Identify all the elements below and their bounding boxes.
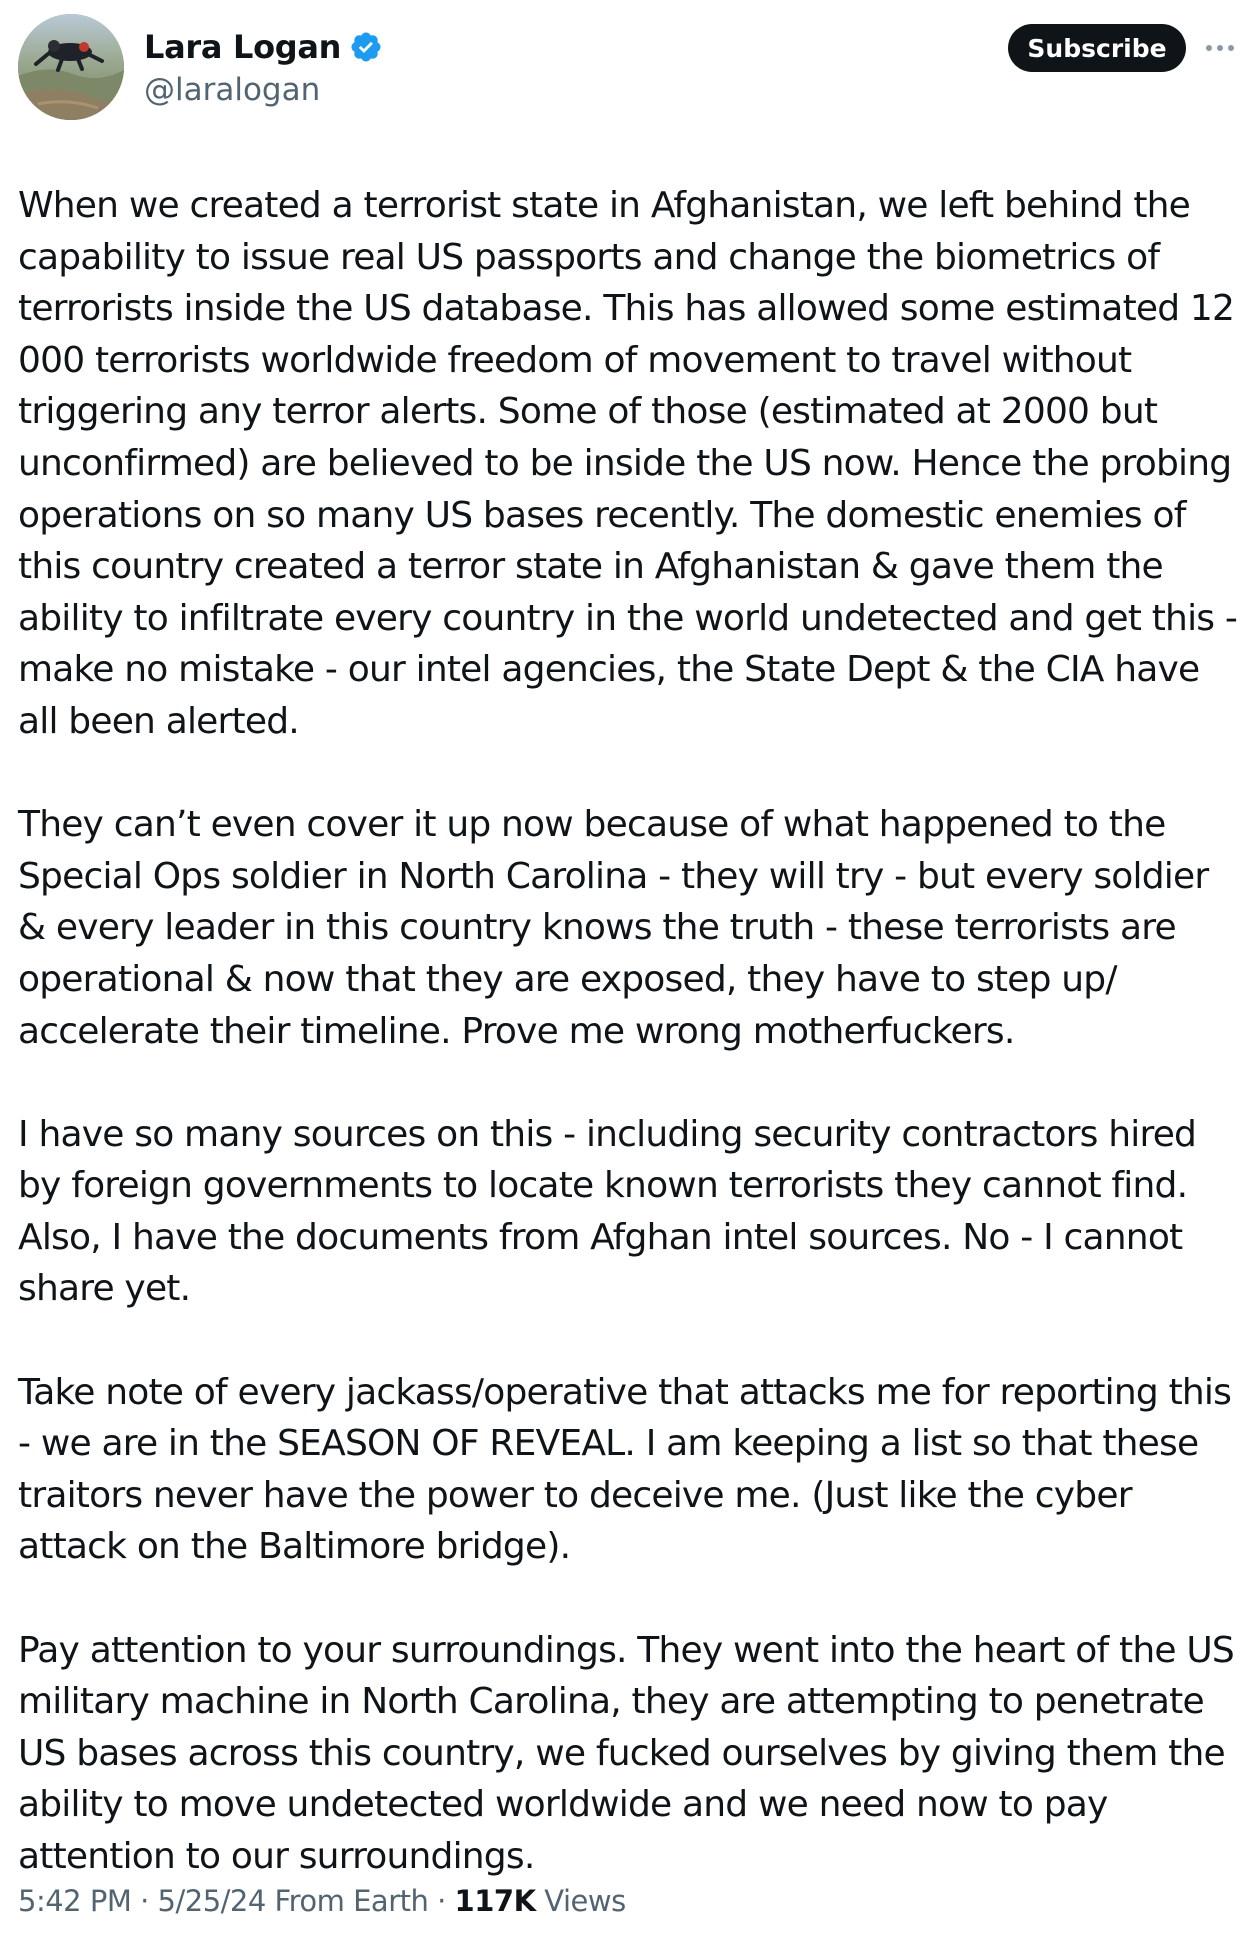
display-name[interactable]: Lara Logan [144, 28, 342, 66]
views-label: Views [544, 1884, 626, 1918]
name-row [144, 24, 383, 70]
tweet-paragraph: They can’t even cover it up now because of what happened to the Special Ops soldier in North Carolina - they will try - but every soldier & every leader in this country knows the truth - these terrorists are operational & now that they are exposed, they have to step up/ accelerate their timeline. Prove me wrong motherfuckers. [18, 804, 1209, 1052]
tweet-meta [18, 1884, 626, 1918]
tweet-header [0, 0, 1249, 130]
handle[interactable]: @laralogan [144, 72, 321, 108]
subscribe-button[interactable]: Subscribe [1008, 24, 1186, 72]
tweet-text [18, 180, 1240, 1883]
tweet-time[interactable]: 5:42 PM [18, 1884, 132, 1918]
meta-separator: · [437, 1884, 446, 1918]
tweet-paragraph: I have so many sources on this - including security contractors hired by foreign governments to locate known terrorists they cannot find. Also, I have the documents from Afghan intel sources. No - I cannot share yet. [18, 1113, 1197, 1310]
tweet-paragraph: Take note of every jackass/operative that attacks me for reporting this - we are in the SEASON OF REVEAL. I am keeping a list so that these traitors never have the power to deceive me. (Just like the cyber attack on the Baltimore bridge). [18, 1371, 1232, 1568]
author-info [144, 24, 383, 108]
tweet-paragraph: When we created a terrorist state in Afghanistan, we left behind the capability to issue real US passports and change the biometrics of terrorists inside the US database. This has allowed some estimated 12 000 terrorists worldwide freedom of movement to travel without triggering any terror alerts. Some of those (estimated at 2000 but unconfirmed) are believed to be inside the US now. Hence the probing operations on so many US bases recently. The domestic enemies of this country created a terror state in Afghanistan & gave them the ability to infiltrate every country in the world undetected and get this - make no mistake - our intel agencies, the State Dept & the CIA have all been alerted. [18, 185, 1238, 742]
views-count[interactable]: 117K [454, 1884, 536, 1918]
tweet-source: From Earth [274, 1884, 429, 1918]
avatar[interactable] [18, 14, 124, 120]
more-options-icon[interactable] [1202, 34, 1238, 62]
avatar-skydiver-image [18, 14, 124, 120]
meta-separator: · [140, 1884, 149, 1918]
tweet-paragraph: Pay attention to your surroundings. They went into the heart of the US military machine in North Carolina, they are attempting to penetrate US bases across this country, we fucked ourselves by giving them the ability to move undetected worldwide and we need now to pay attention to our surroundings. [18, 1629, 1234, 1877]
verified-badge-icon[interactable] [349, 30, 383, 64]
tweet-date[interactable]: 5/25/24 [157, 1884, 266, 1918]
